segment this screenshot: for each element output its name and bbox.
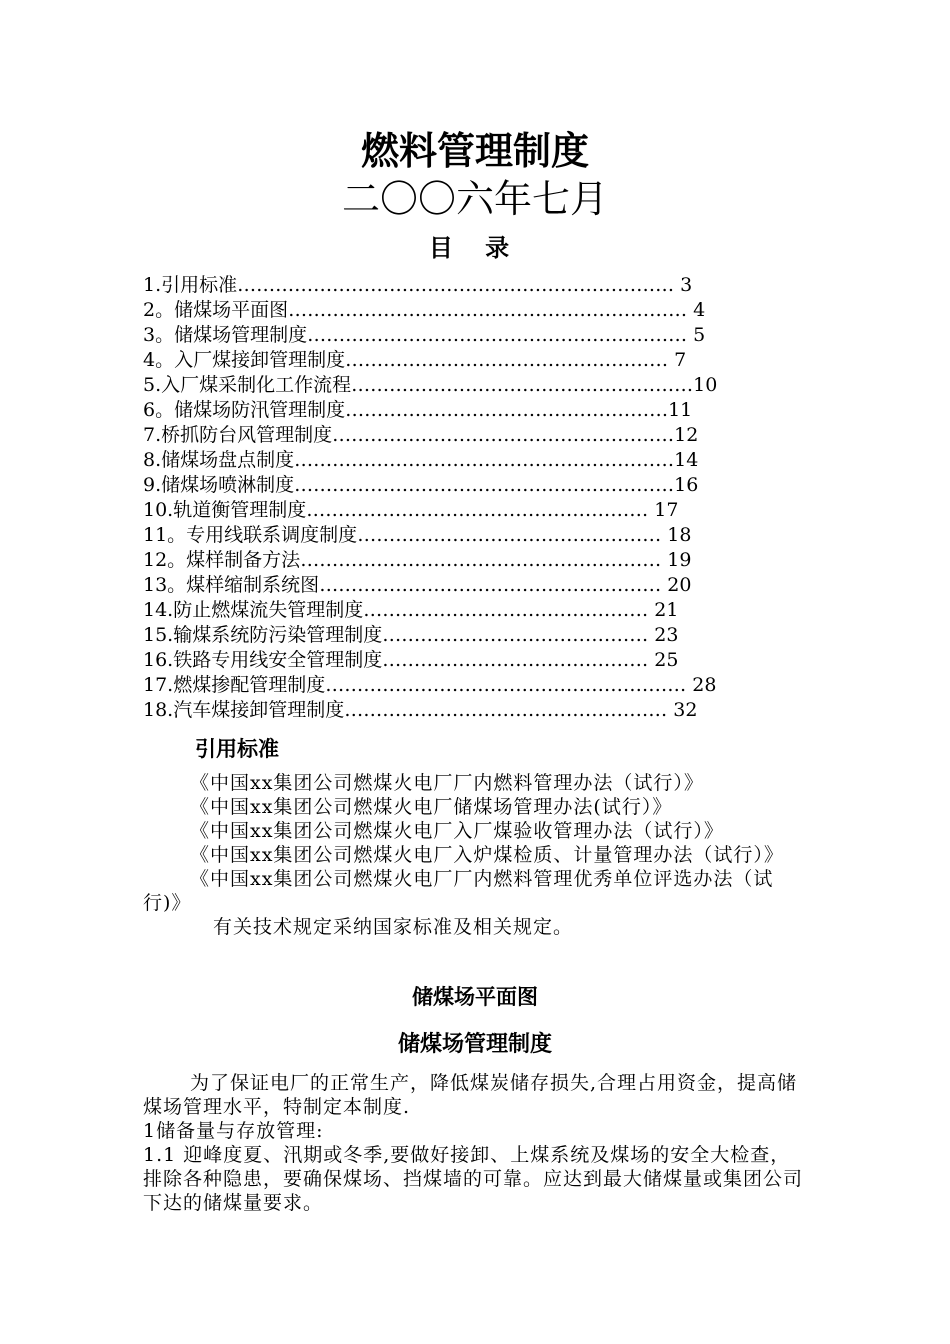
toc-item-label: 12。煤样制备方法 <box>143 549 301 571</box>
toc-item-label: 1.引用标准 <box>143 274 238 296</box>
toc-item-page: 25 <box>648 649 679 671</box>
reference-item: 《中国xx集团公司燃煤火电厂入厂煤验收管理办法（试行）》 <box>190 820 724 842</box>
toc-item-label: 5.入厂煤采制化工作流程 <box>143 374 352 396</box>
toc-item <box>143 373 793 398</box>
toc-item-leader: ……………………………………………… <box>351 374 694 396</box>
toc-item-page: 10 <box>693 374 718 396</box>
toc-item-label: 4。入厂煤接卸管理制度 <box>143 349 346 371</box>
toc-item-label: 16.铁路专用线安全管理制度 <box>143 649 383 671</box>
toc-item-label: 9.储煤场喷淋制度 <box>143 474 295 496</box>
section-heading-yard-plan: 储煤场平面图 <box>412 985 538 1009</box>
toc-item-leader: …………………………………………… <box>345 349 669 371</box>
toc-item-page: 14 <box>674 449 699 471</box>
toc-item-leader: ……………………………………………… <box>332 424 675 446</box>
toc-item <box>143 523 793 548</box>
toc-item-label: 2。储煤场平面图 <box>143 299 289 321</box>
toc-item-page: 17 <box>648 499 679 521</box>
toc-item-leader: …………………………………………………… <box>294 474 675 496</box>
toc-item <box>143 673 793 698</box>
toc-item-label: 10.轨道衡管理制度 <box>143 499 307 521</box>
toc-item <box>143 423 793 448</box>
toc-item <box>143 298 793 323</box>
toc-item-label: 6。储煤场防汛管理制度 <box>143 399 346 421</box>
reference-item: 《中国xx集团公司燃煤火电厂厂内燃料管理优秀单位评选办法（试行)》 <box>143 868 774 914</box>
toc-item-leader: ……………………………………………… <box>306 499 649 521</box>
document-title: 燃料管理制度 <box>360 129 589 173</box>
toc-item-leader: …………………………………………………………… <box>237 274 675 296</box>
toc-item <box>143 573 793 598</box>
toc-item <box>143 598 793 623</box>
toc-item-label: 11。专用线联系调度制度 <box>143 524 358 546</box>
toc-item-leader: …………………………………… <box>382 624 649 646</box>
toc-item <box>143 448 793 473</box>
reference-item: 《中国xx集团公司燃煤火电厂厂内燃料管理办法（试行）》 <box>190 772 704 794</box>
toc-item-leader: ………………………………………………… <box>300 549 662 571</box>
toc-item-page: 19 <box>661 549 692 571</box>
toc-item-label: 17.燃煤掺配管理制度 <box>143 674 326 696</box>
table-of-contents <box>143 273 793 723</box>
reference-item: 《中国xx集团公司燃煤火电厂入炉煤检质、计量管理办法（试行）》 <box>190 844 784 866</box>
toc-heading: 目 录 <box>428 234 522 262</box>
toc-item-label: 7.桥抓防台风管理制度 <box>143 424 333 446</box>
clause-paragraph: 1.1 迎峰度夏、汛期或冬季,要做好接卸、上煤系统及煤场的安全大检查，排除各种隐患，要确保煤场、挡煤墙的可靠。应达到最大储煤量或集团公司下达的储煤量要求。 <box>143 1144 804 1214</box>
toc-item-label: 3。储煤场管理制度 <box>143 324 308 346</box>
toc-item-leader: ……………………………………………… <box>319 574 662 596</box>
reference-item: 《中国xx集团公司燃煤火电厂储煤场管理办法(试行）》 <box>190 796 673 818</box>
toc-item-page: 4 <box>687 299 706 321</box>
toc-item <box>143 548 793 573</box>
toc-item-label: 8.储煤场盘点制度 <box>143 449 295 471</box>
toc-item-label: 14.防止燃煤流失管理制度 <box>143 599 364 621</box>
toc-item-label: 18.汽车煤接卸管理制度 <box>143 699 345 721</box>
reference-note: 有关技术规定采纳国家标准及相关规定。 <box>213 916 574 938</box>
toc-item <box>143 498 793 523</box>
toc-item-page: 3 <box>674 274 693 296</box>
toc-item-leader: ……………………………………… <box>363 599 649 621</box>
subsection-heading: 1储备量与存放管理: <box>143 1120 324 1142</box>
toc-item <box>143 323 793 348</box>
toc-item-leader: …………………………………………………… <box>307 324 688 346</box>
toc-item-page: 11 <box>668 399 693 421</box>
toc-item <box>143 273 793 298</box>
toc-item-leader: …………………………………………… <box>344 699 668 721</box>
intro-paragraph: 为了保证电厂的正常生产，降低煤炭储存损失,合理占用资金，提高储煤场管理水平，特制定本制度. <box>143 1072 798 1118</box>
toc-item <box>143 348 793 373</box>
section-heading-yard-management: 储煤场管理制度 <box>397 1032 552 1057</box>
toc-item-leader: ………………………………………………… <box>325 674 687 696</box>
yard-management-body <box>143 1071 808 1215</box>
toc-item-leader: …………………………………… <box>382 649 649 671</box>
toc-item-label: 15.输煤系统防污染管理制度 <box>143 624 383 646</box>
toc-item-page: 21 <box>648 599 679 621</box>
toc-item-page: 16 <box>674 474 699 496</box>
toc-item <box>143 473 793 498</box>
toc-item-leader: …………………………………………………… <box>294 449 675 471</box>
toc-item-page: 23 <box>648 624 679 646</box>
toc-item-page: 5 <box>687 324 706 346</box>
toc-item-page: 18 <box>661 524 692 546</box>
toc-item <box>143 648 793 673</box>
toc-item-page: 7 <box>668 349 687 371</box>
toc-item <box>143 623 793 648</box>
toc-item-leader: ……………………………………………………… <box>288 299 688 321</box>
section-heading-references: 引用标准 <box>195 737 279 761</box>
reference-list <box>143 771 808 939</box>
toc-item-page: 12 <box>674 424 699 446</box>
toc-item <box>143 698 793 723</box>
toc-item-leader: …………………………………………… <box>345 399 669 421</box>
toc-item-page: 20 <box>661 574 692 596</box>
toc-item <box>143 398 793 423</box>
toc-item-label: 13。煤样缩制系统图 <box>143 574 320 596</box>
toc-item-page: 28 <box>686 674 717 696</box>
toc-item-page: 32 <box>667 699 698 721</box>
toc-item-leader: ………………………………………… <box>357 524 662 546</box>
document-date: 二〇〇六年七月 <box>341 177 608 221</box>
